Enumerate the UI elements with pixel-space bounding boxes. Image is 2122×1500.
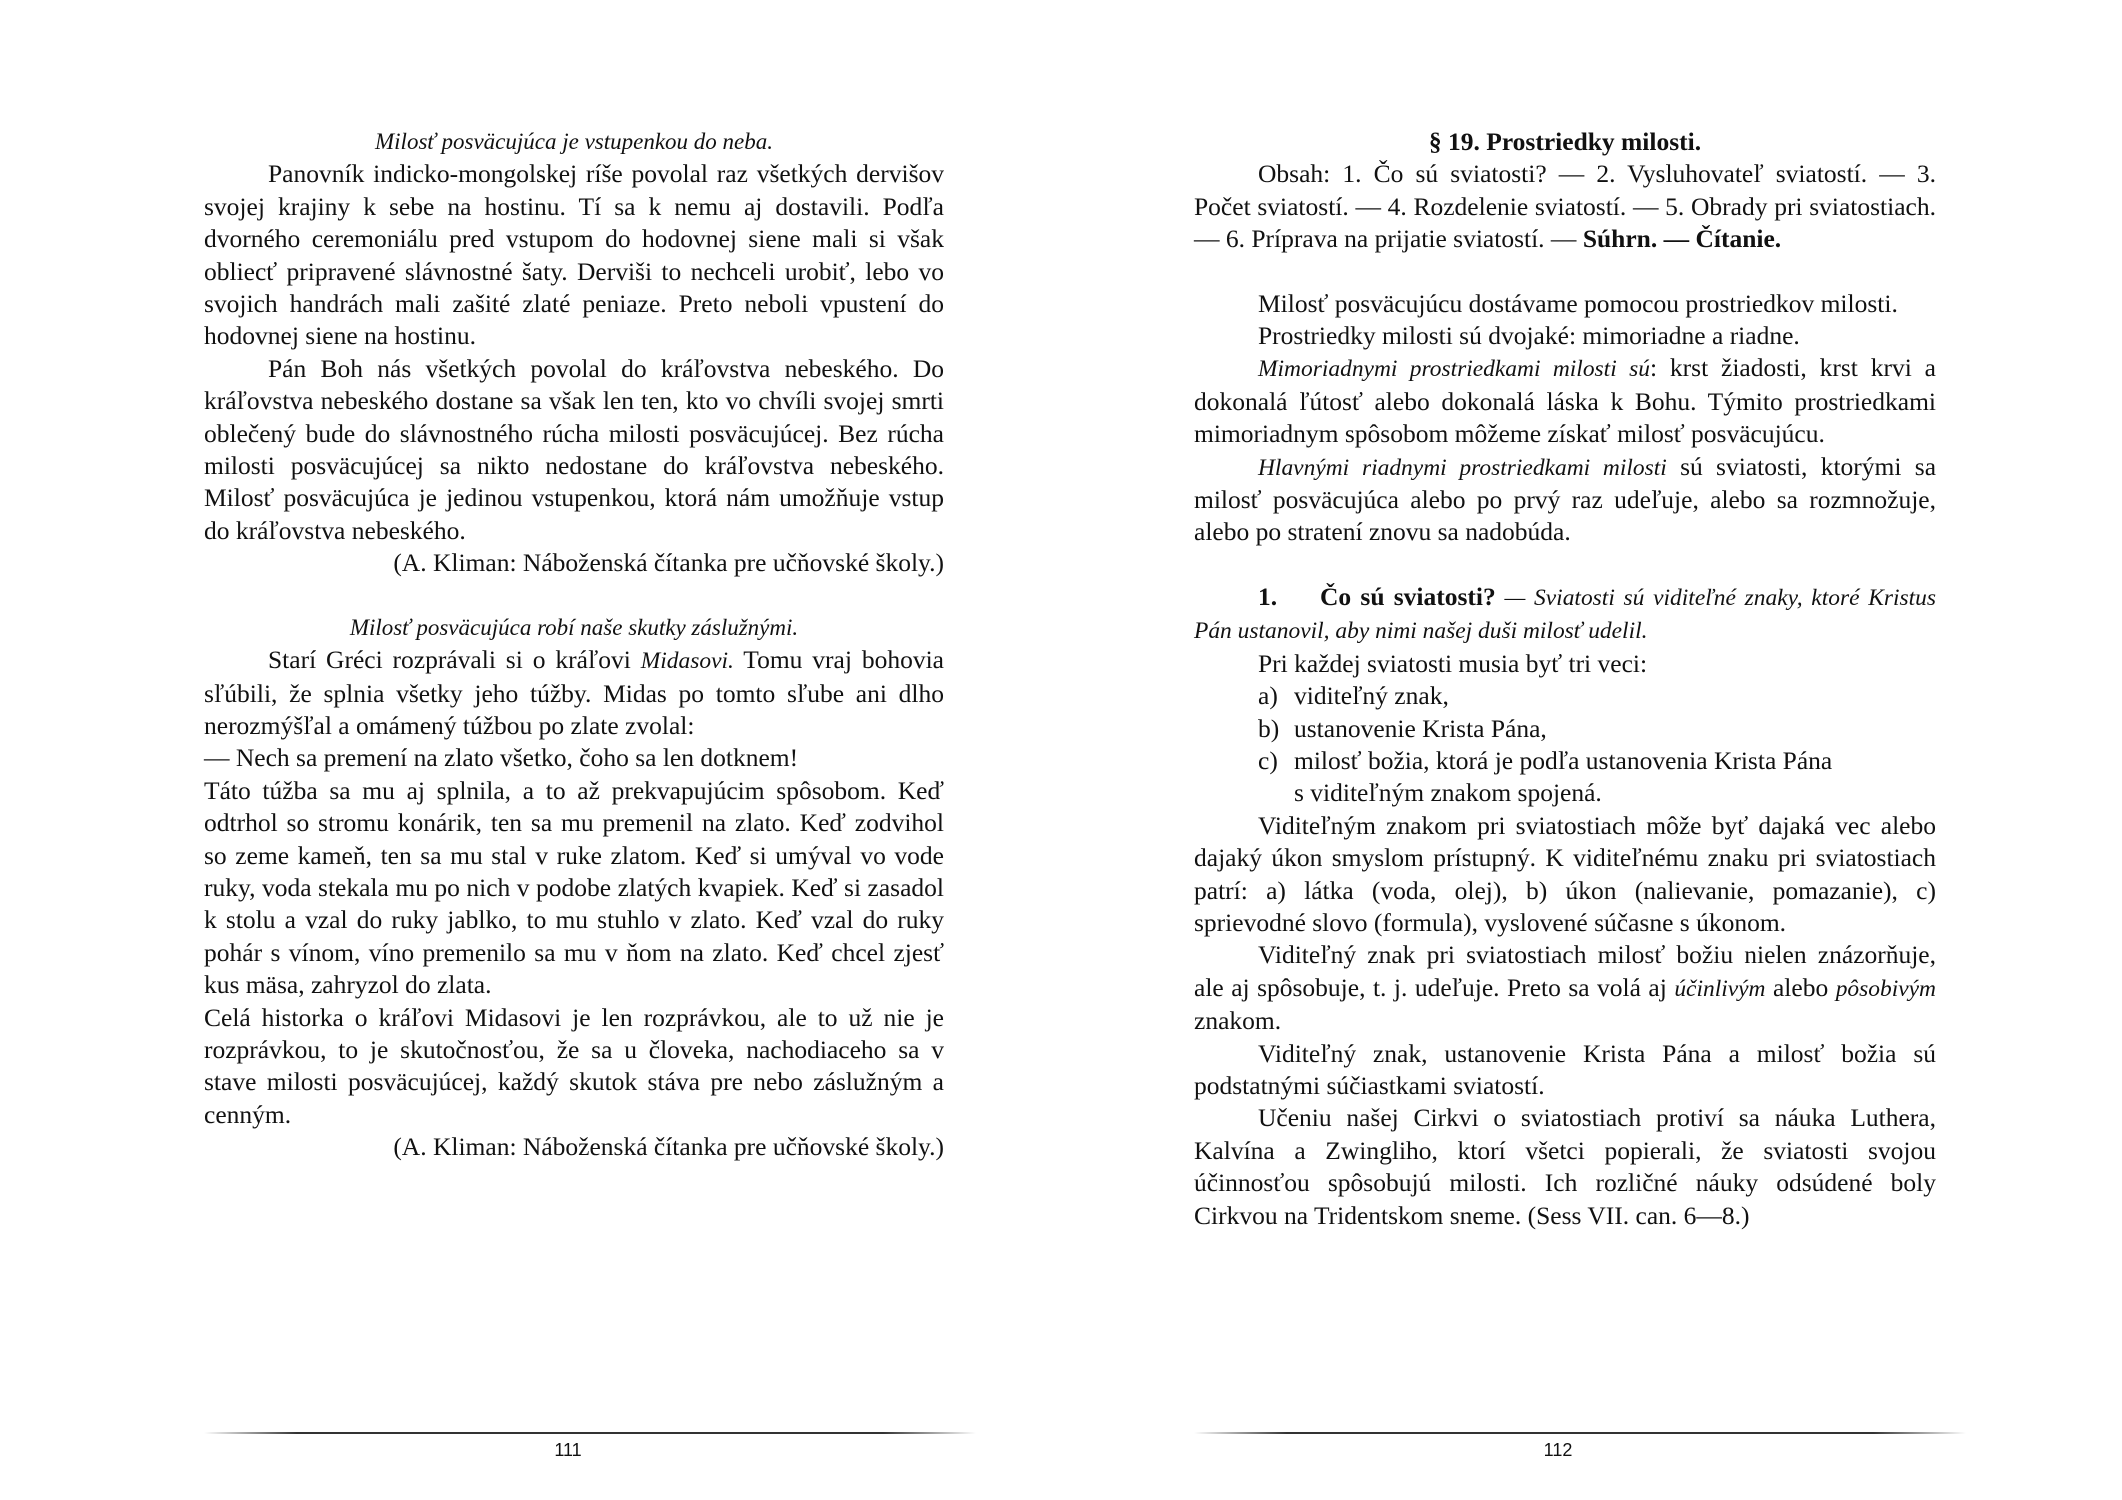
list-item: b) ustanovenie Krista Pána, — [1258, 713, 1547, 743]
story2-paragraph-1: Starí Gréci rozprávali si o kráľovi Midasovi. Tomu vraj bohovia sľúbili, že splnia všetky jeho túžby. Midas po tomto sľube ani dlho nerozmýšľal a omámený túžbou po zlate zvolal: — [204, 645, 944, 740]
paragraph-4: Hlavnými riadnymi prostriedkami milosti sú sviatosti, ktorými sa milosť posväcujúca alebo po prvý raz udeľuje, alebo sa rozmnožuje, alebo po stratení znovu sa nadobúda. — [1194, 451, 1937, 547]
story1-paragraph-2: Pán Boh nás všetkých povolal do kráľovstva nebeského. Do kráľovstva nebeského dostane sa však len ten, kto vo chvíli svojej smrti oblečený bude do slávnostného rúcha milosti posväcujúcej. Bez rúcha milosti posväcujúcej sa nikto nedostane do kráľovstva nebeského. Milosť posväcujúca je jedinou vstupenkou, ktorá nám umožňuje vstup do kráľovstva nebeského. — [204, 353, 944, 545]
story1-source: (A. Kliman: Náboženská čítanka pre učňovské školy.) — [393, 548, 944, 578]
story2-title: Milosť posväcujúca robí naše skutky záslužnými. — [349, 614, 799, 640]
story2-source: (A. Kliman: Náboženská čítanka pre učňovské školy.) — [393, 1132, 944, 1162]
story2-paragraph-2: Táto túžba sa mu aj splnila, a to až prekvapujúcim spôsobom. Keď odtrhol so stromu konárik, ten sa mu premenil na zlato. Keď zodvihol so zeme kameň, ten sa mu stal v ruke zlatom. Keď si umýval vo vode ruky, voda stekala mu po nich v podobe zlatých kvapiek. Keď si zasadol k stolu a vzal do ruky jablko, to mu stuhlo v zlato. Keď vzal do ruky pohár s vínom, víno premenilo sa mu v ňom na zlato. Keď chcel zjesť kus mäsa, zahryzol do zlata. — [204, 775, 944, 1000]
paragraph-1: Milosť posväcujúcu dostávame pomocou prostriedkov milosti. — [1258, 288, 1898, 318]
story1-title: Milosť posväcujúca je vstupenkou do neba. — [375, 129, 773, 154]
page-number: 111 — [554, 1440, 582, 1460]
story1-paragraph-1: Panovník indicko-mongolskej ríše povolal raz všetkých dervišov svojej krajiny k sebe na hostinu. Tí sa k nemu aj dostavili. Podľa dvorného ceremoniálu pred vstupom do hodovnej siene mali si však obliecť pripravené slávnostné šaty. Derviši to nechceli urobiť, lebo vo svojich handrách mali zašité zlaté peniaze. Preto neboli vpustení do hodovnej siene na hostinu. — [204, 159, 944, 351]
right-page-text — [1194, 126, 1936, 1232]
footer-rule — [1194, 1432, 1966, 1434]
story2-quote: — Nech sa premení na zlato všetko, čoho sa len dotknem! — [204, 743, 799, 773]
paragraph-9: Učeniu našej Cirkvi o sviatostiach protiví sa náuka Luthera, Kalvína a Zwingliho, ktorí všetci popierali, že sviatosti svojou účinnosťou spôsobujú milosti. Ich rozličné náuky odsúdené boly Cirkvou na Tridentskom sneme. (Sess VII. can. 6—8.) — [1194, 1103, 1936, 1230]
contents-summary: Obsah: 1. Čo sú sviatosti? — 2. Vysluhovateľ sviatostí. — 3. Počet sviatostí. — 4. Rozdelenie sviatostí. — 5. Obrady pri sviatostiach. — 6. Príprava na prijatie sviatostí. — Súhrn. — Čítanie. — [1194, 159, 1936, 254]
paragraph-5: Pri každej sviatosti musia byť tri veci: — [1258, 648, 1648, 678]
page-number: 112 — [1543, 1440, 1573, 1460]
list-item: c) milosť božia, ktorá je podľa ustanovenia Krista Pána — [1258, 745, 1833, 775]
list-item: a) viditeľný znak, — [1258, 681, 1449, 711]
story2-paragraph-3: Celá historka o kráľovi Midasovi je len rozprávkou, ale to už nie je rozprávkou, to je skutočnosťou, že sa u človeka, nachodiaceho sa v stave milosti posväcujúcej, každý skutok stáva pre nebo záslužným a cenným. — [204, 1002, 944, 1129]
section-title: § 19. Prostriedky milosti. — [1428, 127, 1702, 156]
list-item-continuation: s viditeľným znakom spojená. — [1294, 778, 1602, 808]
paragraph-7: Viditeľný znak pri sviatostiach milosť božiu nielen znázorňuje, ale aj spôsobuje, t. j. udeľuje. Preto sa volá aj účinlivým alebo pôsobivým znakom. — [1194, 940, 1936, 1036]
paragraph-3: Mimoriadnymi prostriedkami milosti sú: krst žiadosti, krst krvi a dokonalá ľútosť alebo dokonalá láska k Bohu. Týmito prostriedkami mimoriadnym spôsobom môžeme získať milosť posväcujúcu. — [1194, 353, 1937, 449]
paragraph-8: Viditeľný znak, ustanovenie Krista Pána a milosť božia sú podstatnými súčiastkami sviatostí. — [1194, 1038, 1936, 1100]
question-1-heading: 1. Čo sú sviatosti? — Sviatosti sú viditeľné znaky, ktoré Kristus Pán ustanovil, aby nimi našej duši milosť udelil. — [1194, 581, 1936, 645]
paragraph-6: Viditeľným znakom pri sviatostiach môže byť dajaká vec alebo dajaký úkon smyslom prístupný. K viditeľnému znaku pri sviatostiach patrí: a) látka (voda, olej), b) úkon (nalievanie, pomazanie), c) sprievodné slovo (formula), vyslovené súčasne s úkonom. — [1194, 810, 1936, 937]
paragraph-2: Prostriedky milosti sú dvojaké: mimoriadne a riadne. — [1258, 321, 1800, 351]
